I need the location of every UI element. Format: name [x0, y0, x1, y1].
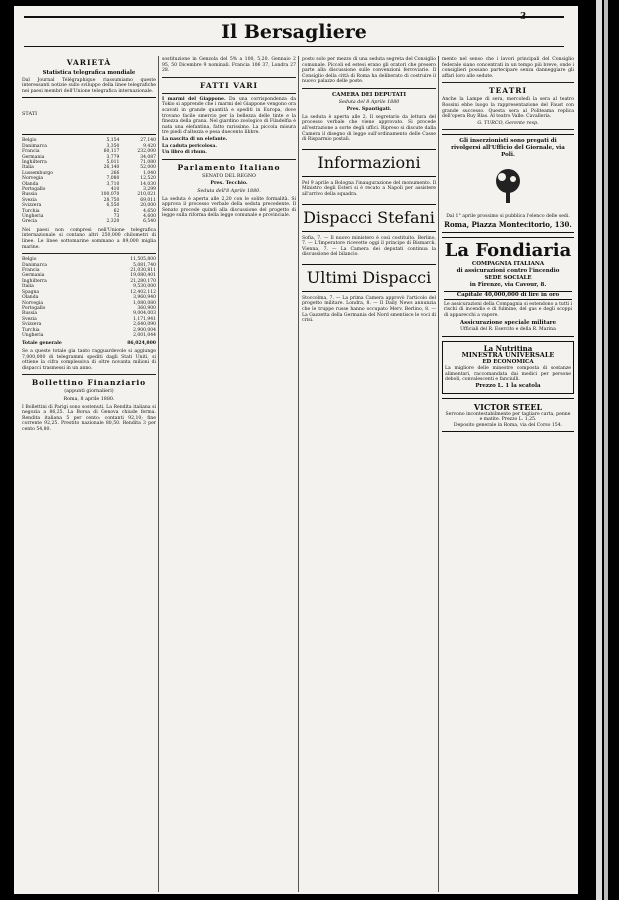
table-cell: 60,117	[103, 149, 120, 155]
table-cell: 360,900	[137, 305, 156, 311]
dateline: Roma, 8 aprile 1880.	[63, 396, 115, 402]
table-cell: Portogallo	[22, 305, 46, 311]
advertisement-nutritina	[442, 341, 574, 394]
table-cell: 12,402,112	[130, 289, 156, 295]
section-subtitle: (appunti giornalieri)	[64, 389, 114, 395]
table-cell: Norvegia	[22, 176, 44, 182]
article-paragraph: Se a queste totale gia tanto ragguardevole si aggiunge 7,000,000 di telegrammi spediti dagli Stati Uniti, si ottiene la cifra complessiva di oltre novanta milioni di dispacci trasmessi in un anno.	[22, 348, 156, 371]
article-paragraph: sostituzione in Genzola del 5% a 100, 5,20. Gennaio 2 95, 50 Dicembre 9 nominali. Francia 106 37, Londra 27 28.	[162, 57, 296, 74]
table-cell: Belgio	[22, 257, 37, 263]
table-cell: 20,000	[140, 203, 156, 209]
advertisement-fondiaria	[442, 237, 574, 337]
total-value: 86,024,800	[127, 341, 156, 347]
table-row	[22, 333, 156, 338]
ad-address: in Firenze, via Cavour, 8.	[469, 281, 547, 288]
table-cell: 6,550	[106, 203, 120, 209]
article-paragraph: Sofia, 7. — Il nuovo ministero è così costituito. Berlino, 7. — L'Imperatore ricevette oggi il principe di Bismarck. Vienna, 7. — La Camera dei deputati continua la discussione del bilancio.	[302, 235, 436, 258]
gerente-line: G. TURCO, Gerente resp.	[477, 120, 539, 126]
table-cell: Francia	[22, 149, 40, 155]
table-cell: Grecia	[22, 219, 38, 225]
table-cell: 71,080	[140, 160, 156, 165]
article-paragraph	[162, 144, 296, 150]
table-cell: 4,650	[143, 208, 156, 214]
session-date: Seduta dell'8 Aprile 1880.	[197, 188, 261, 194]
table-cell: 2,001,044	[133, 332, 156, 338]
article-paragraph: posto solo per mezzo di una seduta segreta del Consiglio comunale. Piccoli ed estesi erano gli oratori che presero parte alla discussione sulle convenzioni ferroviarie. Il Consiglio della città di Roma ha deliberato di costruire il nuovo palazzo delle poste.	[302, 57, 436, 85]
section-heading-informazioni: Informazioni	[302, 149, 436, 177]
table-cell: 3,350	[106, 143, 120, 149]
table-cell: Inghilterra	[22, 278, 47, 284]
table-cell: Lussemburgo	[22, 170, 53, 176]
table-cell: Ungheria	[22, 214, 44, 220]
ad-text: Ufficiali del R. Esercito e della R. Marina	[460, 327, 556, 333]
table-cell: Russia	[22, 192, 38, 198]
ad-subtitle: di assicurazioni contro l'incendio	[456, 267, 560, 274]
table-cell: 28,750	[103, 197, 120, 203]
table-cell: Svezia	[22, 316, 37, 322]
section-heading-parliament: Parlamento Italiano	[177, 162, 281, 172]
article-paragraph: Anche la Lampe di sera, mercoledì la sera al teatro Rossini ebbe luogo la rappresentazione del Faust con grande successo. Questa sera al Politeama replica dell'opera Ruy Blas. Al teatro Valle: Cavalleria.	[442, 97, 574, 120]
table-cell: 27,140	[140, 138, 156, 144]
ad-line: Gli inserzionisti sono pregati di rivolgersi all'Ufficio del Giornale, via Poli.	[451, 138, 565, 159]
table-cell: 5,081,740	[133, 262, 156, 268]
divider	[162, 93, 296, 94]
article-body: Da una corrispondenza da Tokio si apprende che i marmi del Giappone vengono ora scavati in grande quantità e spediti in Europa, dove trovano facile smercio per la bellezza delle tinte e la finezza della grana. Nel giardino zoologico di Filadelfia è nata una elefantina, fatto rarissimo. La piccola misura tre piedi d'altezza e pesa duecento libbre.	[162, 96, 296, 136]
ad-title: VICTOR STEEL	[473, 401, 543, 412]
scan-edge-right	[604, 0, 608, 900]
table-cell: Portogallo	[22, 187, 46, 193]
table-cell: 14,030	[140, 181, 156, 187]
table-cell: 34,087	[140, 154, 156, 160]
divider	[442, 82, 574, 83]
table-cell: 1,080,080	[133, 300, 156, 306]
bouquet-illustration	[486, 163, 530, 207]
table-cell: Francia	[22, 268, 40, 274]
table-cell: 6,540	[143, 219, 156, 225]
column-rule	[298, 56, 299, 892]
telegraph-table	[22, 138, 156, 225]
table-cell: Spagna	[22, 289, 40, 295]
ad-text: Deposito generale in Roma, via del Corso 154.	[453, 422, 563, 428]
article-intro: Dal Journal Télégraphique riassumiamo queste interessanti notizie sullo sviluppo della linee telegrafiche nei paesi membri dell'Unione telegrafica internazionale.	[22, 77, 156, 94]
table-cell: 3,779	[106, 154, 120, 160]
table-cell: Inghilterra	[22, 160, 47, 165]
table-cell: Ungheria	[22, 332, 44, 338]
table-cell: 1,040	[143, 170, 156, 176]
table-cell: Italia	[22, 284, 34, 290]
session-date: Seduta del 8 Aprile 1880	[338, 99, 400, 105]
divider	[22, 253, 156, 254]
ad-text: La migliore delle minestre composta di sostanze alimentari, raccomandata dai medici per persone deboli, convalescenti e fanciulli.	[445, 365, 571, 383]
article-title: Un libro di rhum.	[162, 150, 207, 156]
masthead	[24, 16, 564, 47]
table-cell: Svezia	[22, 197, 37, 203]
column-3	[302, 56, 436, 892]
ad-title: La Nutritina	[483, 343, 533, 353]
president-line: Pres. Spantigati.	[346, 106, 392, 113]
table-cell: 9,420	[143, 143, 156, 149]
table-cell: Svizzera	[22, 322, 42, 328]
ad-subtitle: Assicurazione speciale militare	[459, 320, 557, 327]
newspaper-page	[14, 6, 578, 894]
table-cell: Olanda	[22, 295, 39, 301]
column-1	[22, 56, 156, 892]
table-cell: 2,900,004	[133, 327, 156, 333]
table-cell: 2,320	[106, 219, 120, 225]
table-cell: 9,004,003	[133, 311, 156, 317]
table-cell: Belgio	[22, 138, 37, 144]
table-cell: 5,011	[106, 160, 120, 165]
article-paragraph: Pel 9 aprile a Bologna l'inaugurazione del monumento. Il Ministro degli Esteri si è recato a Napoli per assistere all'arrivo della squadra.	[302, 180, 436, 197]
table-cell: 3,299	[143, 187, 156, 193]
ad-title: MINESTRA UNIVERSALE	[461, 350, 555, 359]
table-cell: Norvegia	[22, 300, 44, 306]
table-cell: 4,600	[143, 214, 156, 220]
table-cell: 1,171,941	[133, 316, 156, 322]
table-cell: Russia	[22, 311, 38, 317]
column-rule	[158, 56, 159, 892]
section-heading-ultimi: Ultimi Dispacci	[302, 264, 436, 292]
telegrams-table	[22, 257, 156, 338]
table-cell: Svizzera	[22, 203, 42, 209]
ad-text: Le assicurazioni della Compagnia si estendono a tutti i rischi di incendio e di fulmine, del gas e degli scoppi di apparecchi a vapore.	[444, 301, 572, 318]
table-cell: 21,280,170	[130, 278, 156, 284]
total-label: Totale generale	[22, 341, 62, 347]
section-heading-teatri: TEATRI	[488, 86, 528, 96]
ad-text: Servono incontestabilmente per tagliare carta, penne e matite. Prezzo L. 1,25.	[445, 411, 571, 423]
ad-price: Prezzo L. 1 la scatola	[475, 382, 541, 389]
ad-subtitle: ED ECONOMICA	[482, 358, 534, 365]
table-cell: 3,960,940	[133, 295, 156, 301]
column-rule	[438, 56, 439, 892]
table-cell: 3,710	[106, 181, 120, 187]
table-cell: 100,070	[100, 192, 120, 198]
table-col-label: STATI	[22, 111, 38, 118]
scan-edge-left	[596, 0, 602, 900]
article-title: I marmi del Giappone.	[162, 96, 226, 102]
table-header	[22, 97, 156, 135]
section-heading-varieta: VARIETÀ	[66, 58, 112, 67]
advertisement	[442, 134, 574, 232]
table-cell: Danimarca	[22, 262, 47, 268]
section-subtitle: SENATO DEL REGNO	[202, 173, 256, 179]
article-paragraph: Stoccolma, 7. — La prima Camera approvò l'articolo del progetto militare. Londra, 8. — Il Daily News annunzia che le truppe russe hanno occupato Merv. Berlino, 8. — La Gazzetta della Germania del Nord smentisce le voci di crisi.	[302, 295, 436, 324]
article-paragraph: mento nel senso che i lavori principali del Consiglio federale siano concentrati in un tempo più breve, onde i consiglieri possano partecipare senza danneggiare gli affari loro alle sedute.	[442, 57, 574, 79]
article-paragraph	[162, 97, 296, 136]
table-cell: Danimarca	[22, 143, 47, 149]
table-cell: 21,030,811	[130, 268, 156, 274]
table-cell: 26,140	[103, 165, 120, 171]
table-cell: 73	[113, 214, 120, 220]
table-cell: 266	[110, 170, 120, 176]
table-cell: 410	[110, 187, 120, 193]
article-paragraph: La seduta è aperta alle 2. Il segretario da lettura del processo verbale che viene approvato. Si procede all'estrazione a sorte degli uffici. Ripreso si discute dalla Camera il disegno di legge sull'ordinamento delle Casse di Risparmio postali.	[302, 114, 436, 143]
table-cell: Turchia	[22, 327, 40, 333]
article-paragraph: I Bollettini di Parigi sono sostenuti. La Rendita italiana si negozia a 86,25. La Borsa di Genova chiude ferma. Rendita italiana 5 per cento: contanti 92,10; fine corrente 92,25. Prestito nazionale 80,50. Rendita 3 per cento 54,80.	[22, 404, 156, 432]
divider	[22, 374, 156, 375]
divider	[162, 159, 296, 160]
table-cell: 5,154	[106, 138, 120, 144]
newspaper-title: Il Bersagliere	[221, 21, 367, 43]
article-paragraph	[162, 137, 296, 143]
ad-subtitle: SEDE SOCIALE	[484, 274, 532, 281]
ad-text: Dal 1° aprile prossimo si pubblica l'elenco delle sedi.	[446, 213, 570, 219]
ad-capital: Capitale 40,000,000 di lire in oro	[444, 291, 572, 300]
table-total-row	[22, 341, 156, 347]
column-4	[442, 56, 574, 892]
article-title: Statistica telegrafica mondiale	[42, 70, 136, 76]
table-cell: 11,505,800	[130, 257, 156, 263]
article-paragraph: La seduta è aperta alle 2,20 con le solite formalità. Si approva il processo verbale della seduta precedente. Il Senato procede quindi alla discussione del progetto di legge sulla riforma della legge comunale e provinciale.	[162, 196, 296, 219]
table-cell: Germania	[22, 154, 45, 160]
section-heading-dispacci: Dispacci Stefani	[302, 204, 436, 232]
section-heading-camera: CAMERA DEI DEPUTATI	[332, 91, 406, 98]
ad-subtitle: COMPAGNIA ITALIANA	[471, 260, 545, 267]
divider	[442, 129, 574, 130]
page-number: 3	[520, 12, 527, 22]
column-2	[162, 56, 296, 892]
table-cell: Italia	[22, 165, 34, 171]
article-title: La caduta pericolosa.	[162, 143, 217, 149]
table-cell: 9,530,000	[133, 284, 156, 290]
table-cell: 52,000	[140, 165, 156, 171]
article-paragraph: Nei paesi non compresi nell'Unione telegrafica internazionale si contano altri 250,000 chilometri di linee. Le linee sottomarine sommano a 89,000 miglia marine.	[22, 227, 156, 250]
table-cell: 7,080	[106, 176, 120, 182]
table-row	[22, 219, 156, 224]
president-line: Pres. Tecchio.	[210, 180, 248, 187]
table-cell: 210,021	[137, 192, 156, 198]
table-cell: 232,000	[137, 149, 156, 155]
ad-address: Roma, Piazza Montecitorio, 130.	[444, 219, 572, 229]
article-paragraph	[162, 150, 296, 156]
article-title: La nascita di un elefante.	[162, 136, 228, 142]
table-cell: 69,011	[140, 197, 156, 203]
divider	[162, 77, 296, 78]
table-cell: Turchia	[22, 208, 40, 214]
table-cell: 2,640,090	[133, 322, 156, 328]
divider	[302, 88, 436, 89]
table-cell: Olanda	[22, 181, 39, 187]
table-cell: Germania	[22, 273, 45, 279]
table-cell: 12,520	[140, 176, 156, 182]
table-cell: 19,080,401	[130, 273, 156, 279]
section-heading-finance: Bollettino Finanziario	[31, 378, 147, 388]
ad-title: La Fondiaria	[444, 239, 572, 261]
advertisement-victor-steel	[442, 398, 574, 433]
section-heading-fatti: FATTI VARI	[199, 80, 259, 90]
table-cell: 62	[113, 208, 120, 214]
